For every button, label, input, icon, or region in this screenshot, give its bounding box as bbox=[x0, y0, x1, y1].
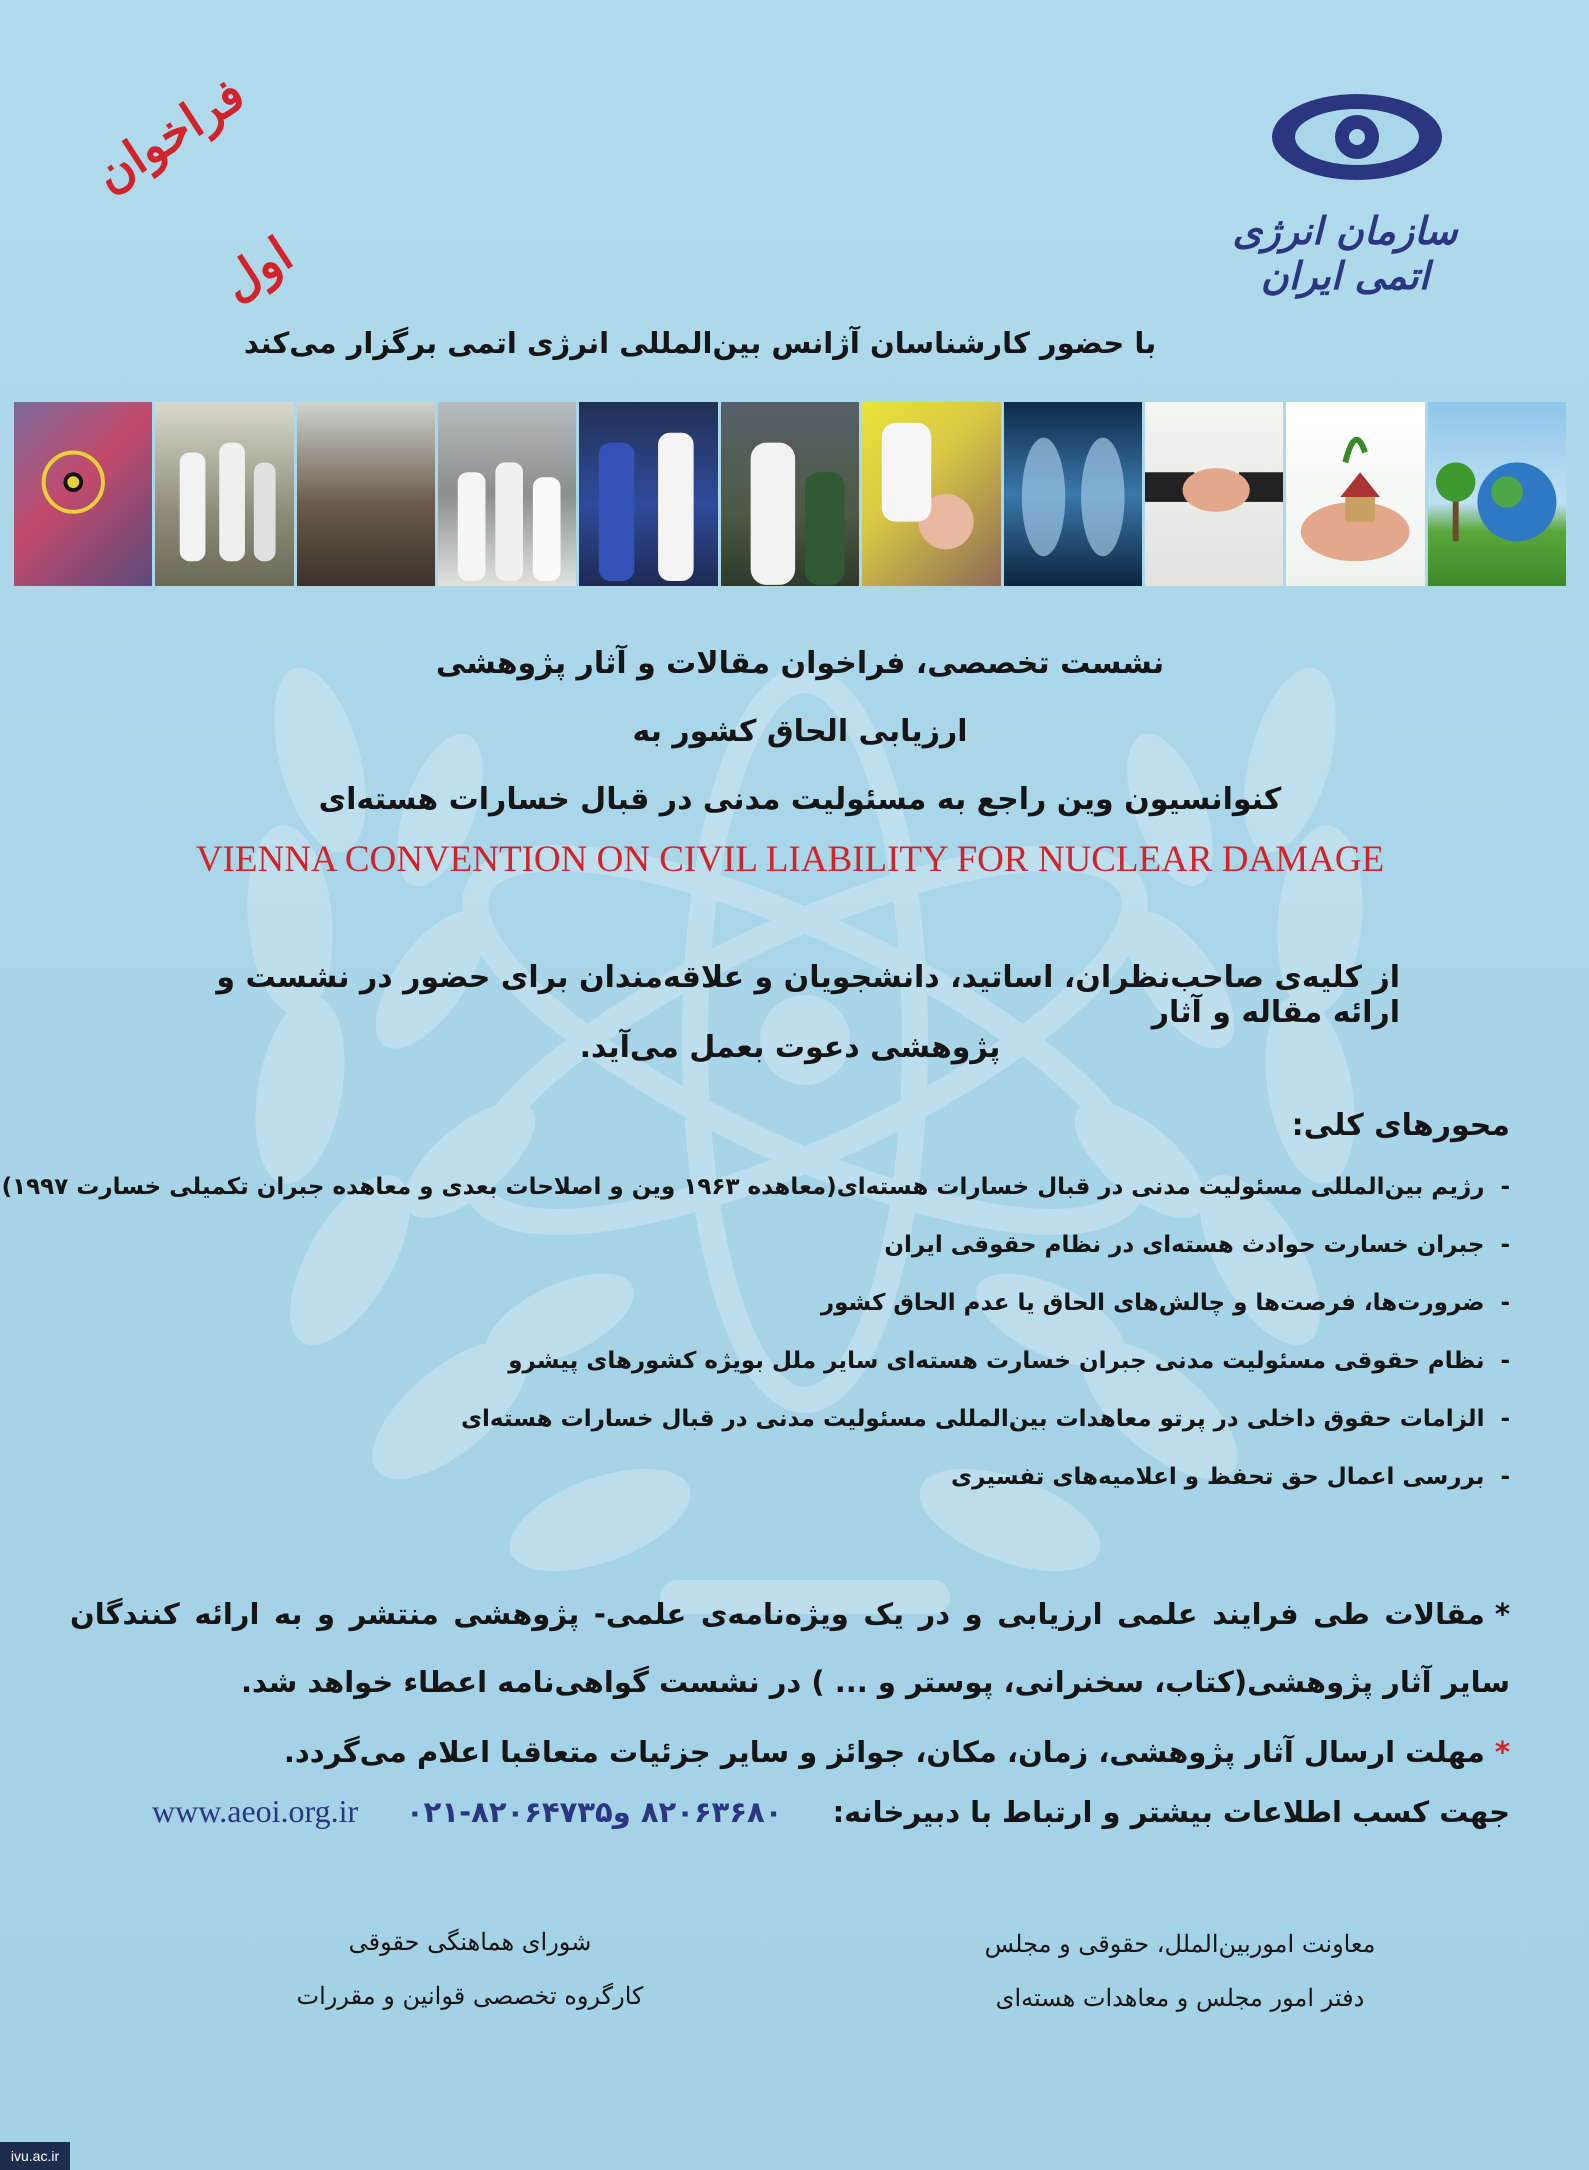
list-item bbox=[120, 1400, 1510, 1458]
invitation-line2: پژوهشی دعوت بعمل می‌آید. bbox=[579, 1030, 1001, 1065]
headline-line2: ارزیابی الحاق کشور به bbox=[632, 714, 968, 749]
list-dash: - bbox=[1500, 1348, 1510, 1374]
axis-item-text: جبران خسارت حوادث هسته‌ای در نظام حقوقی ایران bbox=[884, 1232, 1485, 1258]
organization-name: سازمان انرژی اتمی ایران bbox=[1232, 208, 1458, 298]
first-call-stamp: فراخوان اول bbox=[85, 66, 303, 313]
medical-scans-photo bbox=[1004, 402, 1142, 586]
child-scanning-photo bbox=[862, 402, 1000, 586]
photo-strip bbox=[14, 402, 1566, 586]
list-dash: - bbox=[1500, 1464, 1510, 1490]
headline-english: VIENNA CONVENTION ON CIVIL LIABILITY FOR NUCLEAR DAMAGE bbox=[195, 839, 1385, 880]
radiation-monitor-photo bbox=[14, 402, 152, 586]
list-dash: - bbox=[1500, 1290, 1510, 1316]
star-icon: * bbox=[1494, 1735, 1510, 1769]
footer-badge: ivu.ac.ir bbox=[0, 2142, 70, 2170]
axis-item-text: ضرورت‌ها، فرصت‌ها و چالش‌های الحاق یا عدم الحاق کشور bbox=[820, 1290, 1485, 1316]
contact-info bbox=[405, 1795, 1510, 1829]
evacuees-photo bbox=[721, 402, 859, 586]
list-item bbox=[120, 1284, 1510, 1342]
note-deadline bbox=[70, 1718, 1510, 1786]
note-publication-text: مقالات طی فرایند علمی ارزیابی و در یک ویژه‌نامه‌ی علمی- پژوهشی منتشر و به ارائه کنندگان سایر آثار پژوهشی(کتاب، سخنرانی، پوستر و ... ) در نشست گواهی‌نامه اعطاء خواهد شد. bbox=[70, 1597, 1510, 1699]
list-item bbox=[120, 1458, 1510, 1516]
headline-line3: کنوانسیون وین راجع به مسئولیت مدنی در قبال خسارات هسته‌ای bbox=[318, 782, 1282, 817]
axis-item-text: رژیم بین‌المللی مسئولیت مدنی در قبال خسارات هسته‌ای(معاهده ۱۹۶۳ وین و اصلاحات بعدی و معاهده جبران تکمیلی خسارت ۱۹۹۷) bbox=[1, 1174, 1485, 1200]
axis-item-text: نظام حقوقی مسئولیت مدنی جبران خسارت هسته‌ای سایر ملل بویژه کشورهای پیشرو bbox=[508, 1348, 1485, 1374]
event-subtitle: با حضور کارشناسان آژانس بین‌المللی انرژی اتمی برگزار می‌کند bbox=[243, 326, 1157, 360]
handshake-photo bbox=[1145, 402, 1283, 586]
note-deadline-text: مهلت ارسال آثار پژوهشی، زمان، مکان، جوائز و سایر جزئیات متعاقبا اعلام می‌گردد. bbox=[283, 1735, 1485, 1769]
axes-title: محورهای کلی: bbox=[1291, 1108, 1510, 1143]
axis-item-text: بررسی اعمال حق تحفظ و اعلامیه‌های تفسیری bbox=[951, 1464, 1485, 1490]
signature-right-line2: دفتر امور مجلس و معاهدات هسته‌ای bbox=[995, 1984, 1365, 2012]
aeoi-logo-icon bbox=[1270, 92, 1445, 182]
list-item bbox=[120, 1342, 1510, 1400]
signature-right-line1: معاونت اموربین‌الملل، حقوقی و مجلس bbox=[984, 1930, 1376, 1958]
note-publication bbox=[70, 1580, 1510, 1716]
list-dash: - bbox=[1500, 1406, 1510, 1432]
star-icon: * bbox=[1494, 1597, 1510, 1631]
signature-left-line2: کارگروه تخصصی قوانین و مقررات bbox=[296, 1982, 644, 2010]
list-dash: - bbox=[1500, 1174, 1510, 1200]
contact-label: جهت کسب اطلاعات بیشتر و ارتباط با دبیرخانه: bbox=[832, 1795, 1510, 1829]
rescue-workers-photo bbox=[438, 402, 576, 586]
invitation-line1: از کلیه‌ی صاحب‌نظران، اساتید، دانشجویان و علاقه‌مندان برای حضور در نشست و ارائه مقاله و آثار bbox=[216, 960, 1400, 1030]
earth-globe-photo bbox=[1428, 402, 1566, 586]
blue-suit-workers-photo bbox=[579, 402, 717, 586]
signature-left-line1: شورای هماهنگی حقوقی bbox=[348, 1928, 592, 1956]
website-link[interactable]: www.aeoi.org.ir bbox=[152, 1793, 359, 1829]
list-item bbox=[120, 1226, 1510, 1284]
headline-line1: نشست تخصصی، فراخوان مقالات و آثار پژوهشی bbox=[435, 646, 1165, 681]
axes-list bbox=[1, 1168, 1510, 1516]
protective-suits-photo bbox=[155, 402, 293, 586]
axis-item-text: الزامات حقوق داخلی در پرتو معاهدات بین‌المللی مسئولیت مدنی در قبال خسارات هسته‌ای bbox=[460, 1406, 1485, 1432]
contact-phones: ۸۲۰۶۳۶۸۰ و۸۲۰۶۴۷۳۵-۰۲۱ bbox=[405, 1795, 783, 1829]
house-in-hands-photo bbox=[1286, 402, 1424, 586]
list-item bbox=[1, 1168, 1510, 1226]
list-dash: - bbox=[1500, 1232, 1510, 1258]
disaster-site-photo bbox=[297, 402, 435, 586]
